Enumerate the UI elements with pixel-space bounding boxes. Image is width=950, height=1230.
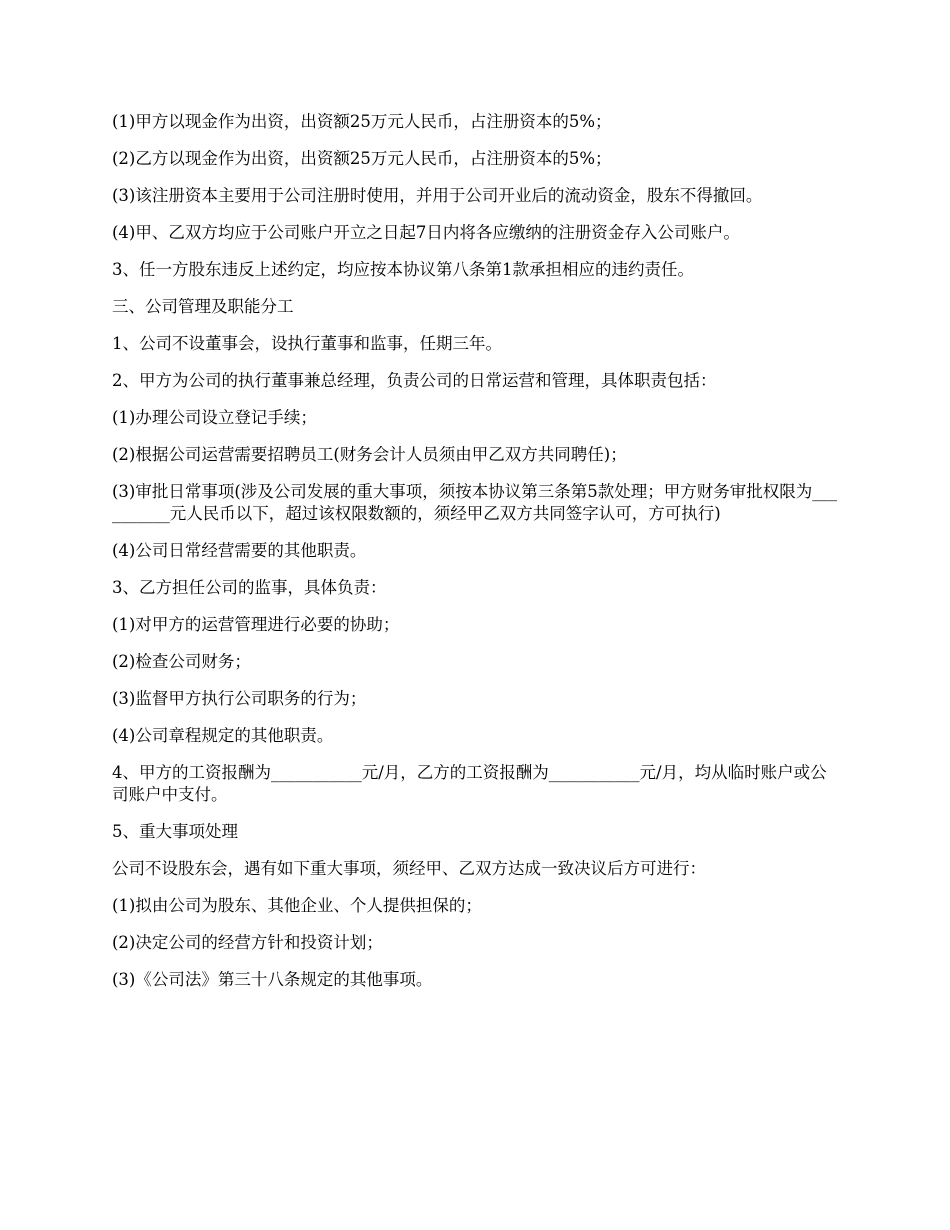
clause-1-partyA-capital: (1)甲方以现金作为出资，出资额25万元人民币，占注册资本的5%； [112,112,612,131]
item-2-partyA-duties: 2、甲方为公司的执行董事兼总经理，负责公司的日常运营和管理，具体职责包括： [112,371,717,390]
duty-4-other: (4)公司日常经营需要的其他职责。 [112,541,367,560]
duty-1-registration: (1)办理公司设立登记手续； [112,408,317,427]
item-5-major-matters: 5、重大事项处理 [112,822,238,841]
supervisor-duty-4: (4)公司章程规定的其他职责。 [112,726,334,745]
duty-3-approval: (3)审批日常事项(涉及公司发展的重大事项，须按本协议第三条第5款处理；甲方财务审批权限为__________元人民币以下，超过该权限数额的，须经甲乙双方共同签字认可，方可执行) [112,482,838,523]
major-matter-1: (1)拟由公司为股东、其他企业、个人提供担保的； [112,896,482,915]
item-3-breach-liability: 3、任一方股东违反上述约定，均应按本协议第八条第1款承担相应的违约责任。 [112,260,694,279]
clause-3-capital-usage: (3)该注册资本主要用于公司注册时使用，并用于公司开业后的流动资金，股东不得撤回。 [112,186,763,205]
section-heading-management: 三、公司管理及职能分工 [112,297,294,316]
clause-4-capital-deposit: (4)甲、乙双方均应于公司账户开立之日起7日内将各应缴纳的注册资金存入公司账户。 [112,223,740,242]
major-matters-intro: 公司不设股东会，遇有如下重大事项，须经甲、乙双方达成一致决议后方可进行： [112,859,706,878]
major-matter-3: (3)《公司法》第三十八条规定的其他事项。 [112,970,433,989]
supervisor-duty-3: (3)监督甲方执行公司职务的行为； [112,689,367,708]
supervisor-duty-2: (2)检查公司财务； [112,652,251,671]
supervisor-duty-1: (1)对甲方的运营管理进行必要的协助； [112,615,400,634]
major-matter-2: (2)决定公司的经营方针和投资计划； [112,933,383,952]
document-body [112,111,842,1006]
duty-2-hiring: (2)根据公司运营需要招聘员工(财务会计人员须由甲乙双方共同聘任)； [112,445,627,464]
item-1-no-board: 1、公司不设董事会，设执行董事和监事，任期三年。 [112,334,502,353]
item-3-partyB-supervisor: 3、乙方担任公司的监事，具体负责： [112,578,387,597]
clause-2-partyB-capital: (2)乙方以现金作为出资，出资额25万元人民币，占注册资本的5%； [112,149,612,168]
item-4-salary: 4、甲方的工资报酬为___________元/月，乙方的工资报酬为___________元/月，均从临时账户或公司账户中支付。 [112,763,827,804]
